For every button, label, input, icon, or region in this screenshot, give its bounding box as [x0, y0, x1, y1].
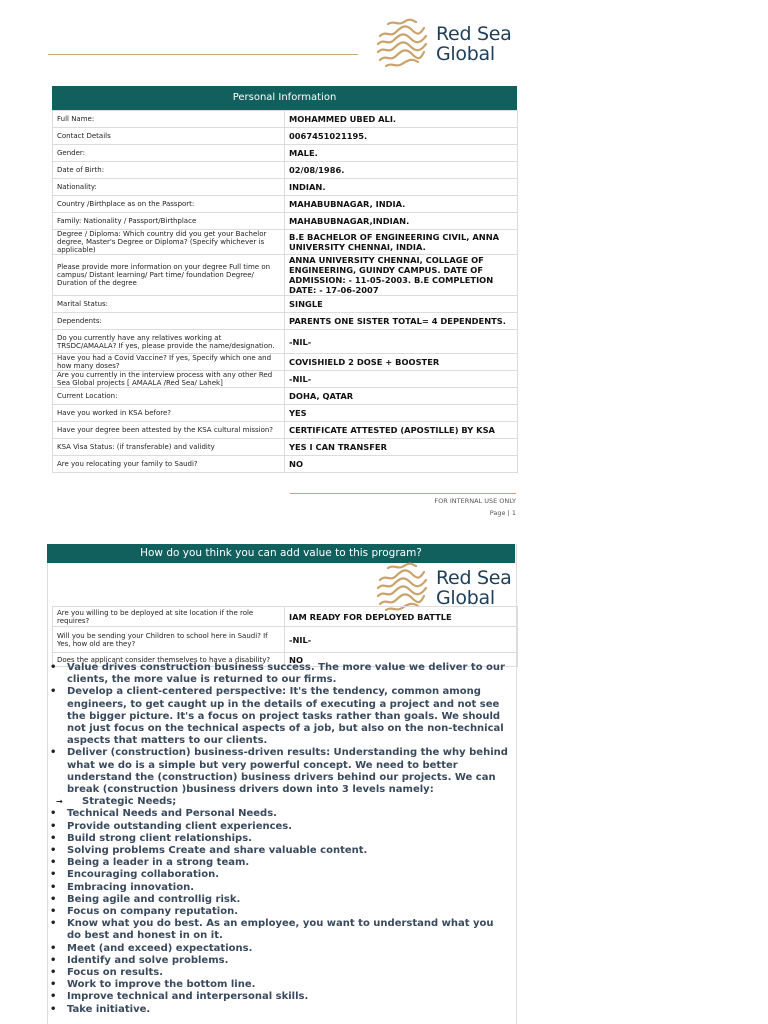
answer-cell: YES I CAN TRANSFER	[285, 439, 518, 456]
answer-cell: NO	[285, 456, 518, 473]
answer-cell: IAM READY FOR DEPLOYED BATTLE	[285, 607, 518, 627]
list-item: • Being a leader in a strong team.	[48, 857, 508, 869]
info-row	[53, 111, 518, 128]
list-item: • Technical Needs and Personal Needs.	[48, 808, 508, 820]
info-row	[53, 255, 518, 296]
question-cell: Dependents:	[53, 313, 285, 330]
list-item: • Improve technical and interpersonal skills.	[48, 991, 508, 1003]
answer-cell: 0067451021195.	[285, 128, 518, 145]
list-item: • Build strong client relationships.	[48, 833, 508, 845]
question-cell: Do you currently have any relatives working at TRSDC/AMAALA? If yes, please provide the name/designation.	[53, 330, 285, 354]
info-row	[53, 145, 518, 162]
page-number: Page | 1	[489, 509, 516, 517]
list-item: • Work to improve the bottom line.	[48, 979, 508, 991]
list-item: • Provide outstanding client experiences.	[48, 821, 508, 833]
info-row	[53, 422, 518, 439]
info-row	[53, 162, 518, 179]
deployment-table	[52, 606, 518, 667]
question-cell: Will you be sending your Children to school here in Saudi? If Yes, how old are they?	[53, 627, 285, 653]
answer-cell: B.E BACHELOR OF ENGINEERING CIVIL, ANNA UNIVERSITY CHENNAI, INDIA.	[285, 230, 518, 255]
answer-cell: MAHABUBNAGAR, INDIA.	[285, 196, 518, 213]
info-row	[53, 313, 518, 330]
answer-cell: NO	[285, 653, 518, 667]
list-item: → Strategic Needs;	[48, 796, 508, 808]
answer-cell: -NIL-	[285, 627, 518, 653]
info-row	[53, 371, 518, 388]
info-row	[53, 128, 518, 145]
list-item: • Identify and solve problems.	[48, 955, 508, 967]
question-cell: Does the applicant consider themselves to have a disability?	[53, 653, 285, 667]
internal-use-label: FOR INTERNAL USE ONLY	[434, 497, 516, 505]
personal-info-header: Personal Information	[52, 86, 517, 110]
info-row	[53, 179, 518, 196]
brand-line-2: Global	[436, 587, 495, 609]
list-item: • Develop a client-centered perspective: It's the tendency, common among engineers, to get caught up in the details of executing a project and not see the bigger picture. It's a focus on project tasks rather than goals. We should not just focus on the technical aspects of a job, but also on the non-technical aspects that matters to our clients.	[48, 686, 508, 747]
red-sea-global-emblem-icon	[374, 18, 430, 70]
list-item: • Deliver (construction) business-driven results: Understanding the why behind what we do is a simple but very powerful concept. We need to better understand the (construction) business drivers behind our projects. We can break (construction )business drivers down into 3 levels namely:	[48, 747, 508, 796]
answer-cell: MAHABUBNAGAR,INDIAN.	[285, 213, 518, 230]
question-cell: Family: Nationality / Passport/Birthplace	[53, 213, 285, 230]
question-cell: Degree / Diploma: Which country did you get your Bachelor degree, Master's Degree or Diploma? (Specify whichever is applicable)	[53, 230, 285, 255]
question-cell: Have your degree been attested by the KSA cultural mission?	[53, 422, 285, 439]
info-row	[53, 388, 518, 405]
question-cell: Are you willing to be deployed at site location if the role requires?	[53, 607, 285, 627]
brand-line-1: Red Sea	[436, 23, 512, 45]
answer-cell: -NIL-	[285, 330, 518, 354]
personal-info-table	[52, 110, 518, 473]
info-row	[53, 230, 518, 255]
answer-cell: PARENTS ONE SISTER TOTAL= 4 DEPENDENTS.	[285, 313, 518, 330]
question-cell: Date of Birth:	[53, 162, 285, 179]
brand-line-2: Global	[436, 43, 495, 65]
info-row	[53, 456, 518, 473]
question-cell: Gender:	[53, 145, 285, 162]
answer-cell: COVISHIELD 2 DOSE + BOOSTER	[285, 354, 518, 371]
answer-cell: SINGLE	[285, 296, 518, 313]
question-cell: Are you relocating your family to Saudi?	[53, 456, 285, 473]
info-row	[53, 405, 518, 422]
answer-cell: ANNA UNIVERSITY CHENNAI, COLLAGE OF ENGINEERING, GUINDY CAMPUS. DATE OF ADMISSION: - 11-05-2003. B.E COMPLETION DATE: - 17-06-2007	[285, 255, 518, 296]
info-row	[53, 439, 518, 456]
list-item: • Being agile and controllig risk.	[48, 894, 508, 906]
list-item: • Take initiative.	[48, 1004, 508, 1016]
question-cell: Nationality:	[53, 179, 285, 196]
list-item: • Know what you do best. As an employee, you want to understand what you do best and honest in on it.	[48, 918, 508, 942]
deployment-row	[53, 627, 518, 653]
answer-cell: MOHAMMED UBED ALI.	[285, 111, 518, 128]
company-logo	[374, 18, 511, 70]
question-cell: KSA Visa Status: (if transferable) and validity	[53, 439, 285, 456]
question-cell: Current Location:	[53, 388, 285, 405]
question-cell: Are you currently in the interview process with any other Red Sea Global projects [ AMAALA /Red Sea/ Lahek]	[53, 371, 285, 388]
list-item: • Value drives construction business success. The more value we deliver to our clients, the more value is returned to our firms.	[48, 662, 508, 686]
value-section-header: How do you think you can add value to this program?	[47, 544, 515, 563]
info-row	[53, 354, 518, 371]
info-row	[53, 296, 518, 313]
answer-cell: DOHA, QATAR	[285, 388, 518, 405]
footer-divider	[290, 493, 516, 494]
list-item: • Solving problems Create and share valuable content.	[48, 845, 508, 857]
list-item: • Focus on company reputation.	[48, 906, 508, 918]
question-cell: Have you worked in KSA before?	[53, 405, 285, 422]
answer-cell: -NIL-	[285, 371, 518, 388]
list-item: • Embracing innovation.	[48, 882, 508, 894]
list-item: • Focus on results.	[48, 967, 508, 979]
answer-cell: CERTIFICATE ATTESTED (APOSTILLE) BY KSA	[285, 422, 518, 439]
list-item: • Meet (and exceed) expectations.	[48, 943, 508, 955]
list-item: • Encouraging collaboration.	[48, 869, 508, 881]
header-divider	[48, 54, 358, 55]
value-bullet-list	[48, 662, 508, 1016]
question-cell: Full Name:	[53, 111, 285, 128]
answer-cell: MALE.	[285, 145, 518, 162]
answer-cell: YES	[285, 405, 518, 422]
info-row	[53, 330, 518, 354]
deployment-row	[53, 607, 518, 627]
answer-cell: INDIAN.	[285, 179, 518, 196]
question-cell: Contact Details	[53, 128, 285, 145]
brand-line-1: Red Sea	[436, 567, 512, 589]
info-row	[53, 213, 518, 230]
question-cell: Have you had a Covid Vaccine? If yes, Specify which one and how many doses?	[53, 354, 285, 371]
question-cell: Marital Status:	[53, 296, 285, 313]
answer-cell: 02/08/1986.	[285, 162, 518, 179]
question-cell: Please provide more information on your degree Full time on campus/ Distant learning/ Part time/ foundation Degree/ Duration of the degree	[53, 255, 285, 296]
info-row	[53, 196, 518, 213]
question-cell: Country /Birthplace as on the Passport:	[53, 196, 285, 213]
